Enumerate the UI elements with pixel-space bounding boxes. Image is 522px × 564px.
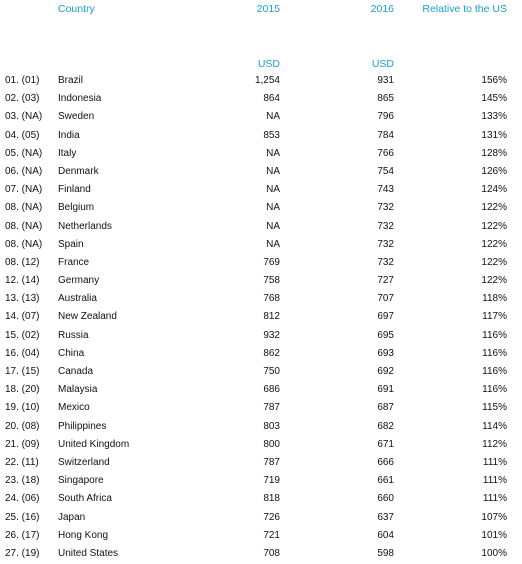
value-2015-cell: 818 xyxy=(263,493,280,505)
value-2016-cell: 727 xyxy=(377,275,394,287)
country-cell: Finland xyxy=(58,184,91,196)
table-row xyxy=(0,90,522,108)
value-2016-cell: 707 xyxy=(377,293,394,305)
value-2016-cell: 796 xyxy=(377,111,394,123)
value-2016-cell: 743 xyxy=(377,184,394,196)
value-2016-cell: 598 xyxy=(377,547,394,559)
country-cell: Canada xyxy=(58,366,94,377)
unit-2016-label: USD xyxy=(371,58,394,70)
table-row xyxy=(0,436,522,454)
value-2016-cell: 604 xyxy=(377,529,394,541)
rank-cell: 24. (06) xyxy=(5,493,40,505)
country-cell: Philippines xyxy=(58,420,107,432)
table-row xyxy=(0,363,522,381)
value-2015-cell: 812 xyxy=(263,311,280,323)
country-cell: Russia xyxy=(58,329,89,341)
table-row xyxy=(0,545,522,563)
value-2015-cell: 787 xyxy=(263,456,280,468)
table-row xyxy=(0,218,522,236)
rank-cell: 04. (05) xyxy=(5,129,40,141)
relative-to-us-cell: 114% xyxy=(482,420,507,432)
value-2016-cell: 666 xyxy=(377,456,394,468)
relative-to-us-cell: 145% xyxy=(481,93,507,105)
country-cell: Mexico xyxy=(58,402,90,414)
value-2016-cell: 766 xyxy=(377,147,394,159)
table-row xyxy=(0,254,522,272)
rank-cell: 16. (04) xyxy=(5,347,40,359)
country-cell: Denmark xyxy=(58,165,99,177)
rank-cell: 06. (NA) xyxy=(5,165,43,177)
relative-to-us-column-header: Relative to the US xyxy=(422,3,507,15)
value-2015-cell: 862 xyxy=(263,347,280,359)
value-2015-cell: NA xyxy=(266,165,280,177)
relative-to-us-cell: 117% xyxy=(482,311,507,323)
country-cell: Germany xyxy=(58,275,100,287)
rank-cell: 18. (20) xyxy=(5,384,40,396)
rank-cell: 08. (NA) xyxy=(5,238,43,250)
country-cell: United States xyxy=(58,547,119,559)
value-2016-cell: 732 xyxy=(377,238,394,250)
value-2016-cell: 732 xyxy=(377,256,394,268)
value-2015-cell: 719 xyxy=(263,475,280,487)
value-2015-cell: 769 xyxy=(263,256,280,268)
rank-cell: 03. (NA) xyxy=(5,111,43,123)
table-row xyxy=(0,199,522,217)
rank-cell: 08. (NA) xyxy=(5,220,43,232)
value-2015-cell: 708 xyxy=(263,547,280,559)
rank-cell: 14. (07) xyxy=(5,311,40,323)
value-2015-cell: 750 xyxy=(263,366,280,377)
relative-to-us-cell: 126% xyxy=(481,165,507,177)
country-cell: Belgium xyxy=(58,202,95,214)
value-2015-cell: 721 xyxy=(263,529,280,541)
relative-to-us-cell: 131% xyxy=(481,129,507,141)
country-cell: France xyxy=(58,256,90,268)
value-2015-cell: NA xyxy=(266,111,280,123)
table-row xyxy=(0,290,522,308)
unit-2015-label: USD xyxy=(257,58,280,70)
value-2016-cell: 682 xyxy=(377,420,394,432)
rank-cell: 01. (01) xyxy=(5,75,40,86)
value-2016-cell: 661 xyxy=(377,475,394,487)
rank-cell: 21. (09) xyxy=(5,438,40,450)
relative-to-us-cell: 156% xyxy=(481,75,507,86)
rank-cell: 26. (17) xyxy=(5,529,40,541)
country-cell: Italy xyxy=(58,147,77,159)
rank-cell: 08. (12) xyxy=(5,256,40,268)
table-row xyxy=(0,72,522,90)
country-cell: Japan xyxy=(58,511,86,523)
country-cell: New Zealand xyxy=(58,311,117,323)
value-2016-cell: 784 xyxy=(377,129,394,141)
table-row xyxy=(0,490,522,508)
country-cell: China xyxy=(58,347,85,359)
relative-to-us-cell: 118% xyxy=(482,293,507,305)
country-cell: India xyxy=(58,129,80,141)
value-2016-cell: 931 xyxy=(377,75,394,86)
relative-to-us-cell: 111% xyxy=(482,475,507,487)
relative-to-us-cell: 115% xyxy=(482,402,507,414)
table-row xyxy=(0,327,522,345)
value-2015-cell: NA xyxy=(266,220,280,232)
table-row xyxy=(0,108,522,126)
relative-to-us-cell: 128% xyxy=(481,147,507,159)
rank-cell: 12. (14) xyxy=(5,275,40,287)
value-2015-cell: NA xyxy=(266,202,280,214)
relative-to-us-cell: 122% xyxy=(481,275,507,287)
country-cell: Hong Kong xyxy=(58,529,109,541)
table-row xyxy=(0,472,522,490)
value-2016-cell: 693 xyxy=(377,347,394,359)
country-cell: Australia xyxy=(58,293,97,305)
relative-to-us-cell: 116% xyxy=(482,384,507,396)
rank-cell: 27. (19) xyxy=(5,547,40,559)
value-2016-cell: 691 xyxy=(377,384,394,396)
relative-to-us-cell: 101% xyxy=(481,529,507,541)
relative-to-us-cell: 116% xyxy=(482,366,507,377)
table-row xyxy=(0,308,522,326)
country-column-header: Country xyxy=(58,3,95,15)
year-2016-column-header: 2016 xyxy=(370,3,394,15)
value-2015-cell: 803 xyxy=(263,420,280,432)
value-2016-cell: 695 xyxy=(377,329,394,341)
value-2015-cell: NA xyxy=(266,238,280,250)
table-row xyxy=(0,345,522,363)
table-row xyxy=(0,454,522,472)
rank-cell: 17. (15) xyxy=(5,366,40,377)
table-row xyxy=(0,399,522,417)
rank-cell: 05. (NA) xyxy=(5,147,43,159)
country-cell: United Kingdom xyxy=(58,438,130,450)
country-cell: South Africa xyxy=(58,493,112,505)
value-2016-cell: 660 xyxy=(377,493,394,505)
country-cell: Singapore xyxy=(58,475,104,487)
table-row xyxy=(0,163,522,181)
value-2015-cell: 726 xyxy=(263,511,280,523)
country-cell: Brazil xyxy=(58,75,84,86)
table-row xyxy=(0,236,522,254)
relative-to-us-cell: 111% xyxy=(482,456,507,468)
value-2015-cell: 686 xyxy=(263,384,280,396)
country-cell: Spain xyxy=(58,238,84,250)
table-row xyxy=(0,145,522,163)
rank-cell: 13. (13) xyxy=(5,293,40,305)
relative-to-us-cell: 107% xyxy=(481,511,507,523)
table-row xyxy=(0,418,522,436)
table-row xyxy=(0,381,522,399)
value-2016-cell: 732 xyxy=(377,220,394,232)
value-2016-cell: 692 xyxy=(377,366,394,377)
value-2016-cell: 687 xyxy=(377,402,394,414)
relative-to-us-cell: 116% xyxy=(482,347,507,359)
year-2015-column-header: 2015 xyxy=(256,3,280,15)
table-body xyxy=(0,72,522,563)
table-row xyxy=(0,127,522,145)
value-2016-cell: 865 xyxy=(377,93,394,105)
country-cell: Switzerland xyxy=(58,456,110,468)
rank-cell: 08. (NA) xyxy=(5,202,43,214)
value-2016-cell: 671 xyxy=(377,438,394,450)
rank-cell: 22. (11) xyxy=(5,456,39,468)
country-cell: Malaysia xyxy=(58,384,98,396)
value-2015-cell: 768 xyxy=(263,293,280,305)
value-2015-cell: NA xyxy=(266,147,280,159)
table-row xyxy=(0,527,522,545)
value-2016-cell: 637 xyxy=(377,511,394,523)
relative-to-us-cell: 122% xyxy=(481,238,507,250)
country-cell: Indonesia xyxy=(58,93,102,105)
value-2015-cell: 787 xyxy=(263,402,280,414)
relative-to-us-cell: 122% xyxy=(481,256,507,268)
value-2016-cell: 754 xyxy=(377,165,394,177)
country-cell: Netherlands xyxy=(58,220,112,232)
value-2015-cell: 864 xyxy=(263,93,280,105)
relative-to-us-cell: 116% xyxy=(482,329,507,341)
table-row xyxy=(0,509,522,527)
relative-to-us-cell: 124% xyxy=(481,184,507,196)
rank-cell: 15. (02) xyxy=(5,329,40,341)
value-2015-cell: 932 xyxy=(263,329,280,341)
value-2015-cell: NA xyxy=(266,184,280,196)
value-2015-cell: 800 xyxy=(263,438,280,450)
rank-cell: 23. (18) xyxy=(5,475,40,487)
value-2015-cell: 758 xyxy=(263,275,280,287)
rank-cell: 25. (16) xyxy=(5,511,40,523)
value-2016-cell: 732 xyxy=(377,202,394,214)
relative-to-us-cell: 100% xyxy=(481,547,507,559)
rank-cell: 07. (NA) xyxy=(5,184,43,196)
rank-cell: 19. (10) xyxy=(5,402,40,414)
value-2016-cell: 697 xyxy=(377,311,394,323)
relative-to-us-cell: 111% xyxy=(482,493,507,505)
table-row xyxy=(0,181,522,199)
rank-cell: 02. (03) xyxy=(5,93,40,105)
value-2015-cell: 1,254 xyxy=(254,75,280,86)
relative-to-us-cell: 112% xyxy=(482,438,507,450)
table-header xyxy=(0,0,522,72)
relative-to-us-cell: 122% xyxy=(481,220,507,232)
relative-to-us-cell: 122% xyxy=(481,202,507,214)
country-cell: Sweden xyxy=(58,111,95,123)
rank-cell: 20. (08) xyxy=(5,420,40,432)
table-row xyxy=(0,272,522,290)
relative-to-us-cell: 133% xyxy=(481,111,507,123)
value-2015-cell: 853 xyxy=(263,129,280,141)
